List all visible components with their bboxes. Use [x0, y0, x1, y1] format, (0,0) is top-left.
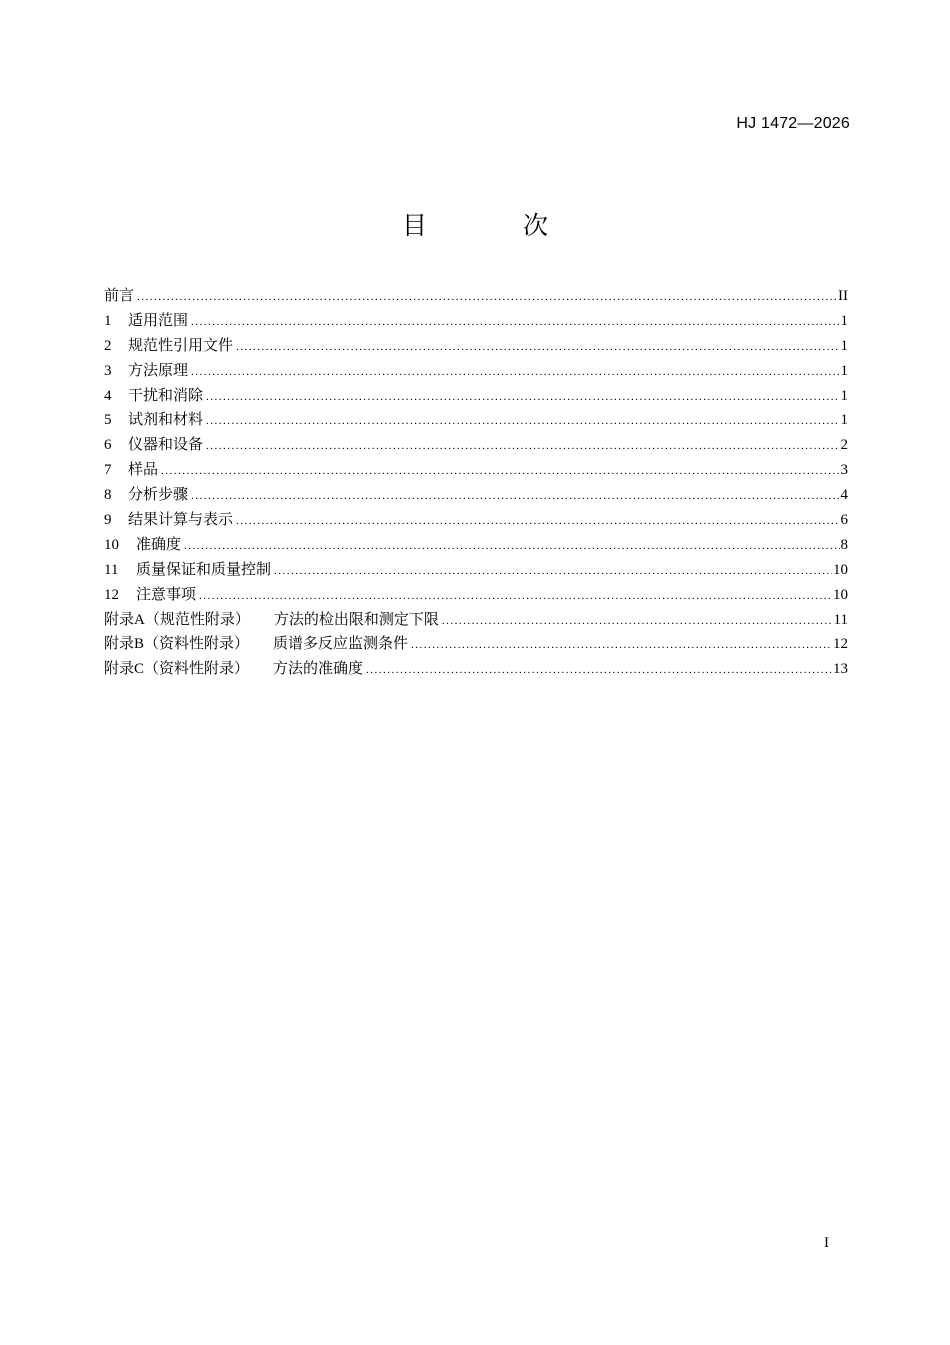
toc-dot-leader	[191, 484, 839, 509]
toc-entry-page: 10	[833, 586, 848, 603]
toc-entry[interactable]	[104, 508, 848, 533]
toc-entry-page: 1	[840, 412, 848, 429]
toc-dot-leader	[137, 285, 837, 310]
toc-entry[interactable]	[104, 583, 848, 608]
toc-entry-subtitle: 方法的准确度	[273, 661, 364, 678]
toc-entry-number: 12	[104, 586, 119, 603]
toc-entry-number: 5	[104, 412, 112, 429]
toc-entry-label: 前言	[104, 288, 135, 304]
toc-entry-number: 1	[104, 312, 112, 329]
toc-dot-leader	[236, 335, 839, 360]
toc-entry-page: 1	[840, 337, 848, 354]
toc-entry-page: 6	[840, 512, 848, 529]
toc-entry-subtitle: 质谱多反应监测条件	[273, 636, 409, 653]
toc-dot-leader	[199, 584, 832, 609]
toc-dot-leader	[206, 385, 839, 410]
toc-dot-leader	[442, 609, 833, 634]
toc-entry-page: 8	[840, 536, 848, 553]
toc-entry-label: 样品	[128, 462, 159, 479]
toc-entry[interactable]	[104, 309, 848, 334]
toc-entry-page: 10	[833, 561, 848, 578]
toc-entry-number: 3	[104, 362, 112, 379]
toc-entry[interactable]	[104, 632, 848, 657]
toc-entry[interactable]	[104, 359, 848, 384]
toc-entry-subtitle: 方法的检出限和测定下限	[273, 611, 439, 628]
toc-entry[interactable]	[104, 433, 848, 458]
toc-dot-leader	[236, 509, 839, 534]
toc-entry[interactable]	[104, 408, 848, 433]
toc-entry-page: 1	[840, 387, 848, 404]
toc-entry-label: 仪器和设备	[128, 437, 204, 454]
toc-entry[interactable]	[104, 483, 848, 508]
page-number: I	[824, 1235, 829, 1251]
toc-entry-label: 方法原理	[128, 362, 189, 379]
toc-entry-label: 附录A（规范性附录）	[104, 611, 250, 628]
toc-entry-label: 附录C（资料性附录）	[104, 661, 250, 678]
toc-entry-label: 结果计算与表示	[128, 512, 234, 529]
toc-dot-leader	[411, 633, 832, 658]
toc-entry[interactable]	[104, 558, 848, 583]
toc-entry[interactable]	[104, 284, 848, 309]
toc-entry-number: 9	[104, 512, 112, 529]
toc-entry-number: 4	[104, 387, 112, 404]
toc-entry-page: 3	[840, 462, 848, 479]
toc-entry-label: 试剂和材料	[128, 412, 204, 429]
toc-entry-page: II	[838, 288, 848, 304]
toc-dot-leader	[206, 434, 839, 459]
toc-entry-page: 12	[833, 636, 848, 653]
toc-dot-leader	[274, 559, 832, 584]
toc-dot-leader	[366, 658, 832, 683]
toc-entry-number: 10	[104, 536, 119, 553]
toc-dot-leader	[191, 310, 839, 335]
toc-entry-number: 6	[104, 437, 112, 454]
toc-entry-label: 准确度	[136, 536, 182, 553]
toc-dot-leader	[206, 409, 839, 434]
toc-entry-page: 11	[833, 611, 848, 628]
toc-entry[interactable]	[104, 458, 848, 483]
toc-entry-label: 质量保证和质量控制	[136, 561, 272, 578]
toc-entry-page: 1	[840, 362, 848, 379]
toc-entry-page: 4	[840, 487, 848, 504]
toc-entry-page: 13	[833, 661, 848, 678]
toc-entry-page: 1	[840, 312, 848, 329]
toc-entry[interactable]	[104, 657, 848, 682]
toc-dot-leader	[191, 360, 839, 385]
table-of-contents	[104, 284, 848, 682]
toc-entry-page: 2	[840, 437, 848, 454]
document-code: HJ 1472—2026	[736, 115, 850, 132]
toc-entry[interactable]	[104, 384, 848, 409]
toc-entry-number: 7	[104, 462, 112, 479]
toc-entry-number: 8	[104, 487, 112, 504]
toc-entry-number: 11	[104, 561, 119, 578]
toc-dot-leader	[161, 459, 839, 484]
toc-dot-leader	[184, 534, 839, 559]
page-title: 目 次	[402, 211, 592, 240]
toc-entry-label: 适用范围	[128, 312, 189, 329]
toc-entry-number: 2	[104, 337, 112, 354]
toc-entry-label: 注意事项	[136, 586, 197, 603]
toc-entry-label: 分析步骤	[128, 487, 189, 504]
toc-entry[interactable]	[104, 533, 848, 558]
toc-entry-label: 规范性引用文件	[128, 337, 234, 354]
toc-entry[interactable]	[104, 608, 848, 633]
toc-entry[interactable]	[104, 334, 848, 359]
toc-entry-label: 干扰和消除	[128, 387, 204, 404]
toc-entry-label: 附录B（资料性附录）	[104, 636, 250, 653]
